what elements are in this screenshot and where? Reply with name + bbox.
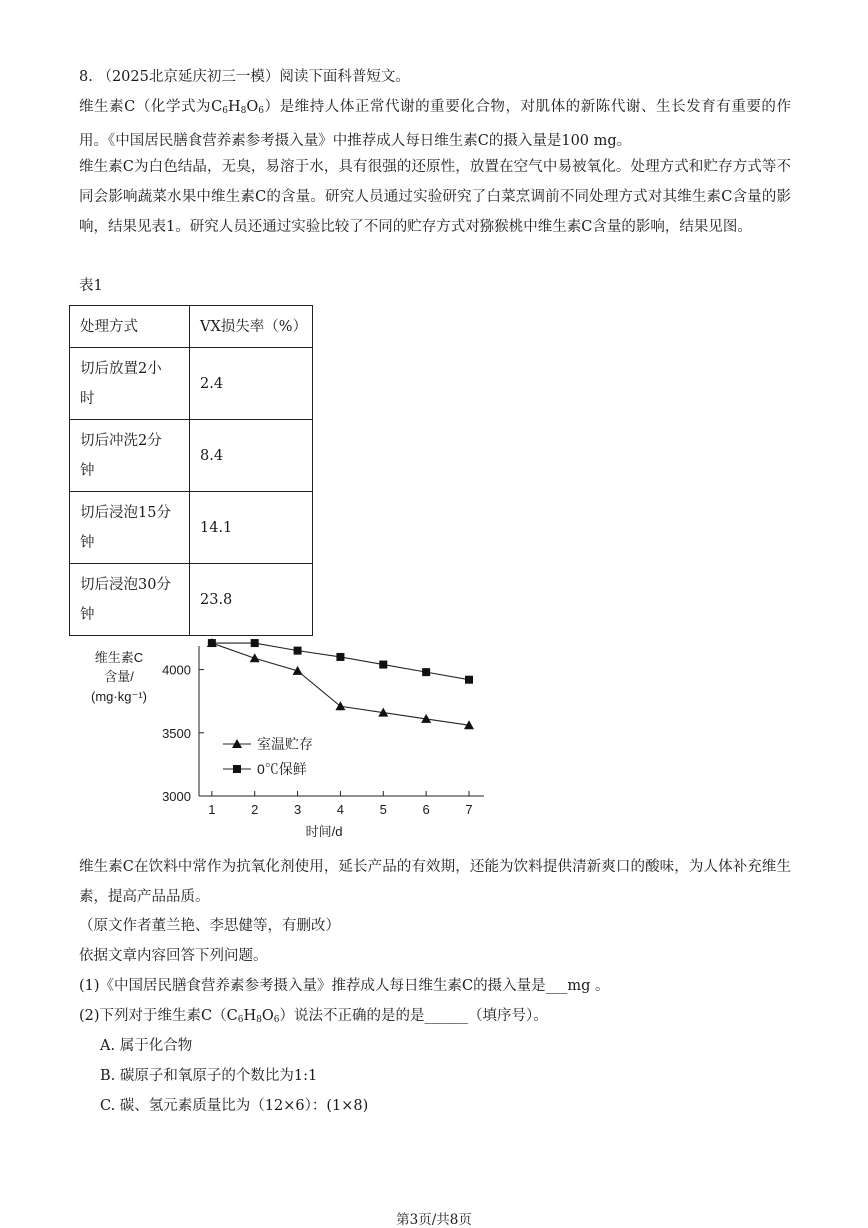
legend-label: 0℃保鲜: [257, 761, 307, 777]
x-tick-label: 3: [293, 802, 302, 817]
table-cell-method: 切后放置2小 时: [70, 348, 190, 420]
data-point-square: [233, 765, 241, 773]
data-point-square: [336, 653, 344, 661]
x-axis-label: 时间/d: [305, 824, 343, 839]
y-axis-label-line: 维生素C: [94, 650, 144, 665]
y-tick-label: 4000: [162, 662, 191, 678]
data-point-square: [294, 647, 302, 655]
y-axis-label-line: (mg·kg⁻¹): [91, 689, 147, 704]
x-tick-label: 7: [465, 802, 473, 817]
table-row: [70, 492, 313, 564]
table-caption: 表1: [79, 278, 103, 294]
page-footer: 第3页/共8页: [396, 1212, 472, 1228]
instruction: 依据文章内容回答下列问题。: [79, 948, 268, 964]
x-tick-label: 6: [422, 802, 430, 817]
y-tick-label: 3500: [162, 725, 191, 741]
paragraph-3: 维生素C在饮料中常作为抗氧化剂使用，延长产品的有效期，还能为饮料提供清新爽口的酸味，为人体补充维生素，提高产品品质。: [79, 859, 791, 905]
question-header: 8. （2025北京延庆初三一模）阅读下面科普短文。: [79, 69, 410, 85]
x-tick-label: 1: [208, 802, 216, 817]
table-cell-method: 切后冲洗2分 钟: [70, 420, 190, 492]
y-tick-label: 3000: [162, 789, 191, 804]
option-a: A. 属于化合物: [100, 1038, 193, 1054]
paragraph-1: 维生素C（化学式为$C_6H_8O_6$）是维持人体正常代谢的重要化合物，对肌体的新陈代谢、生长发育有重要的作用。《中国居民膳食营养素参考摄入量》中推荐成人每日维生素C的摄入量是100 mg。: [79, 99, 791, 149]
table-header-row: [70, 306, 313, 348]
table-header-loss: VX损失率（%）: [190, 306, 313, 348]
data-point-square: [379, 661, 387, 669]
y-axis-label-line: 含量/: [104, 669, 134, 684]
table-cell-loss: 2.4: [190, 348, 313, 420]
table-row: [70, 420, 313, 492]
table-row: [70, 564, 313, 636]
question-2: (2)下列对于维生素$C(C_6H_8O_6)$说法不正确的是的是______（填序号）。: [79, 1008, 548, 1025]
source-note: （原文作者董兰艳、李思健等，有删改）: [79, 918, 340, 934]
x-tick-label: 4: [336, 802, 345, 817]
table-cell-loss: 8.4: [190, 420, 313, 492]
legend-label: 室温贮存: [257, 736, 313, 752]
x-tick-label: 2: [251, 802, 259, 817]
table-row: [70, 348, 313, 420]
table-header-method: 处理方式: [70, 306, 190, 348]
data-point-triangle: [250, 653, 260, 662]
x-tick-label: 5: [379, 802, 387, 817]
data-point-square: [465, 676, 473, 684]
option-b: B. 碳原子和氧原子的个数比为1:1: [100, 1068, 318, 1084]
table-cell-loss: 14.1: [190, 492, 313, 564]
table-cell-loss: 23.8: [190, 564, 313, 636]
data-point-square: [208, 639, 216, 647]
data-point-square: [422, 668, 430, 676]
table-1: [69, 305, 313, 636]
storage-line-chart: [79, 638, 499, 848]
data-point-triangle: [335, 701, 345, 710]
table-cell-method: 切后浸泡15分 钟: [70, 492, 190, 564]
option-c: C. 碳、氢元素质量比为（12×6）：(1×8): [100, 1098, 369, 1114]
data-point-square: [251, 639, 259, 647]
paragraph-2: 维生素C为白色结晶，无臭，易溶于水，具有很强的还原性，放置在空气中易被氧化。处理方式和贮存方式等不同会影响蔬菜水果中维生素C的含量。研究人员通过实验研究了白菜烹调前不同处理方式对其维生素C含量的影响，结果见表1。研究人员还通过实验比较了不同的贮存方式对猕猴桃中维生素C含量的影响，结果见图。: [79, 159, 791, 235]
table-cell-method: 切后浸泡30分 钟: [70, 564, 190, 636]
question-1: (1)《中国居民膳食营养素参考摄入量》推荐成人每日维生素C的摄入量是___mg 。: [79, 978, 610, 994]
